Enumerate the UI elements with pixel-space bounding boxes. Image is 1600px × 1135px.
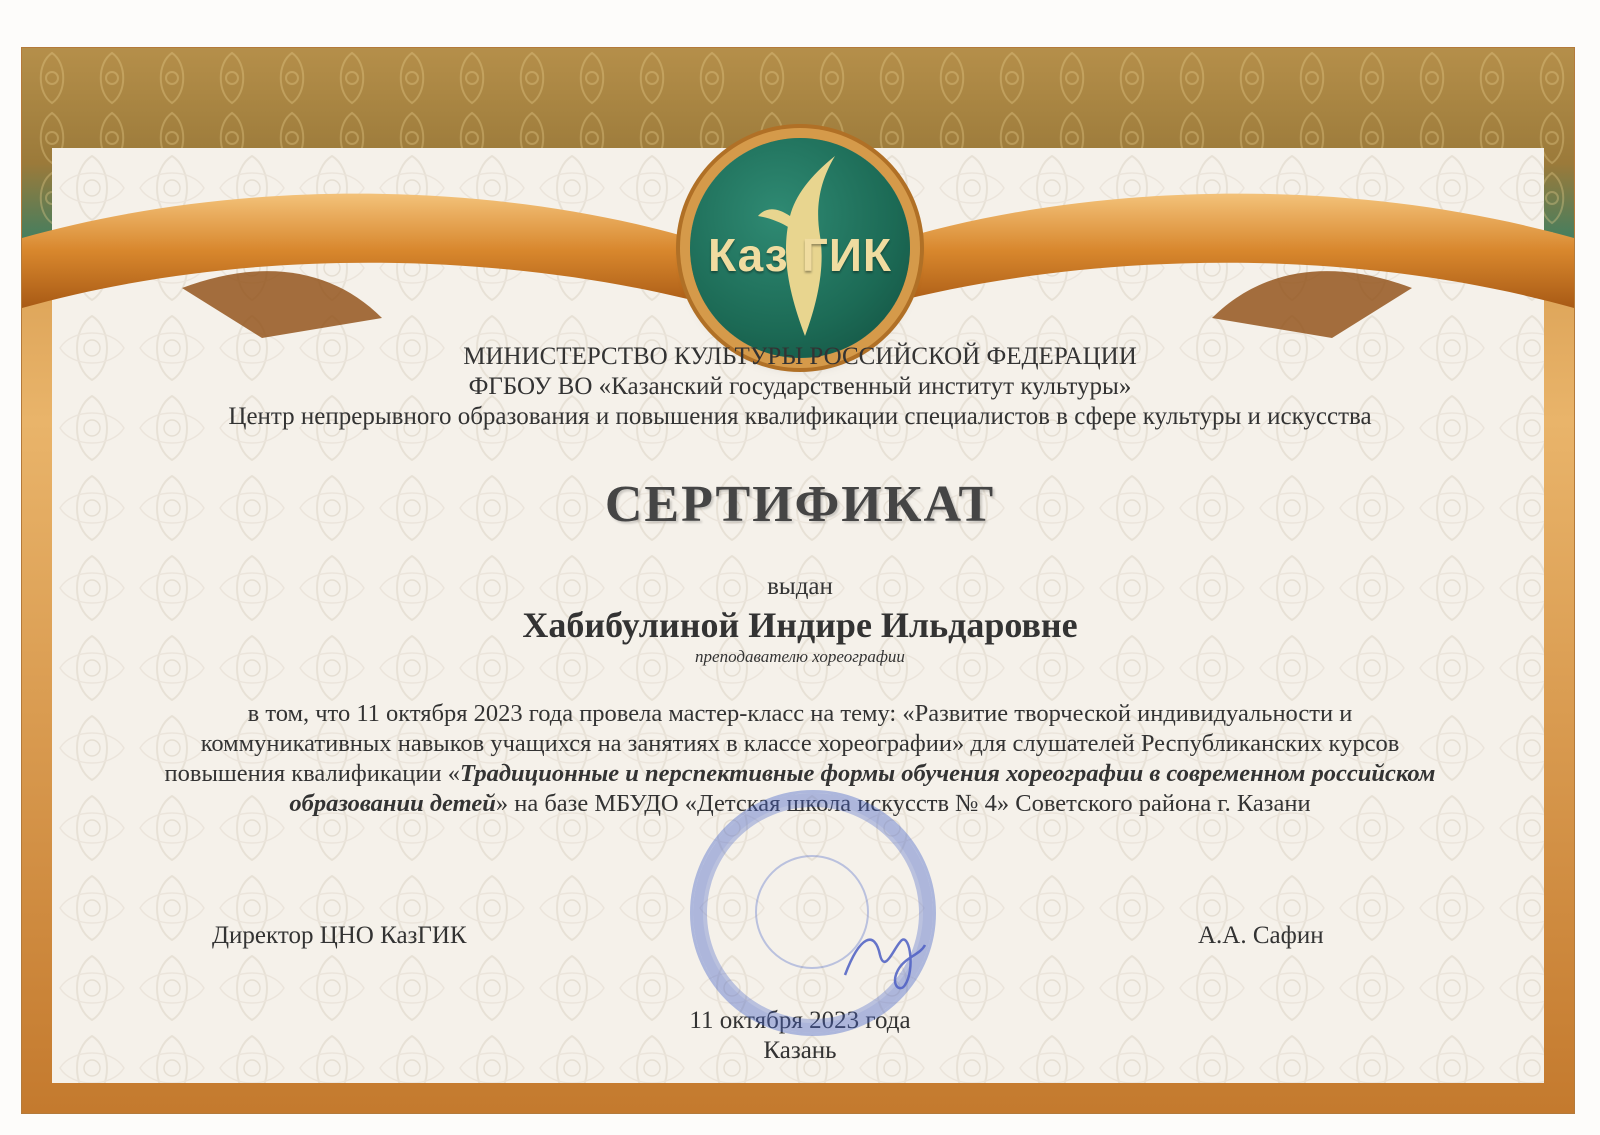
course-title: Традиционные и перспективные формы обучения хореографии в современном российском образовании детей (289, 760, 1436, 817)
logo-text-right: ГИК (801, 229, 892, 281)
recipient-name: Хабибулиной Индире Ильдаровне (522, 605, 1078, 645)
issue-city: Казань (763, 1037, 837, 1064)
recipient-position: преподавателю хореографии (695, 647, 905, 666)
certificate-title: СЕРТИФИКАТ (604, 476, 996, 533)
director-title: Директор ЦНО КазГИК (212, 922, 467, 949)
director-name: А.А. Сафин (1198, 922, 1324, 949)
issued-label: выдан (767, 573, 833, 600)
institute-line: ФГБОУ ВО «Казанский государственный институт культуры» (468, 373, 1132, 400)
official-stamp (690, 790, 936, 1036)
logo-text-left: Каз (708, 229, 789, 281)
handwritten-signature (840, 915, 930, 995)
issue-date: 11 октября 2023 года (689, 1007, 911, 1034)
body-part-2: » на базе МБУДО «Детская школа искусств № 4» Советского района г. Казани (495, 790, 1311, 817)
center-line: Центр непрерывного образования и повышения квалификации специалистов в сфере культуры и искусства (228, 403, 1372, 430)
body-part-1: в том, что 11 октября 2023 года провела мастер-класс на тему: «Развитие творческой индивидуальности и коммуникативных навыков учащихся на занятиях в классе хореографии» для слушателей Республиканских курсов повышения квалификации « (164, 700, 1400, 787)
ministry-line: МИНИСТЕРСТВО КУЛЬТУРЫ РОССИЙСКОЙ ФЕДЕРАЦИИ (463, 343, 1137, 370)
